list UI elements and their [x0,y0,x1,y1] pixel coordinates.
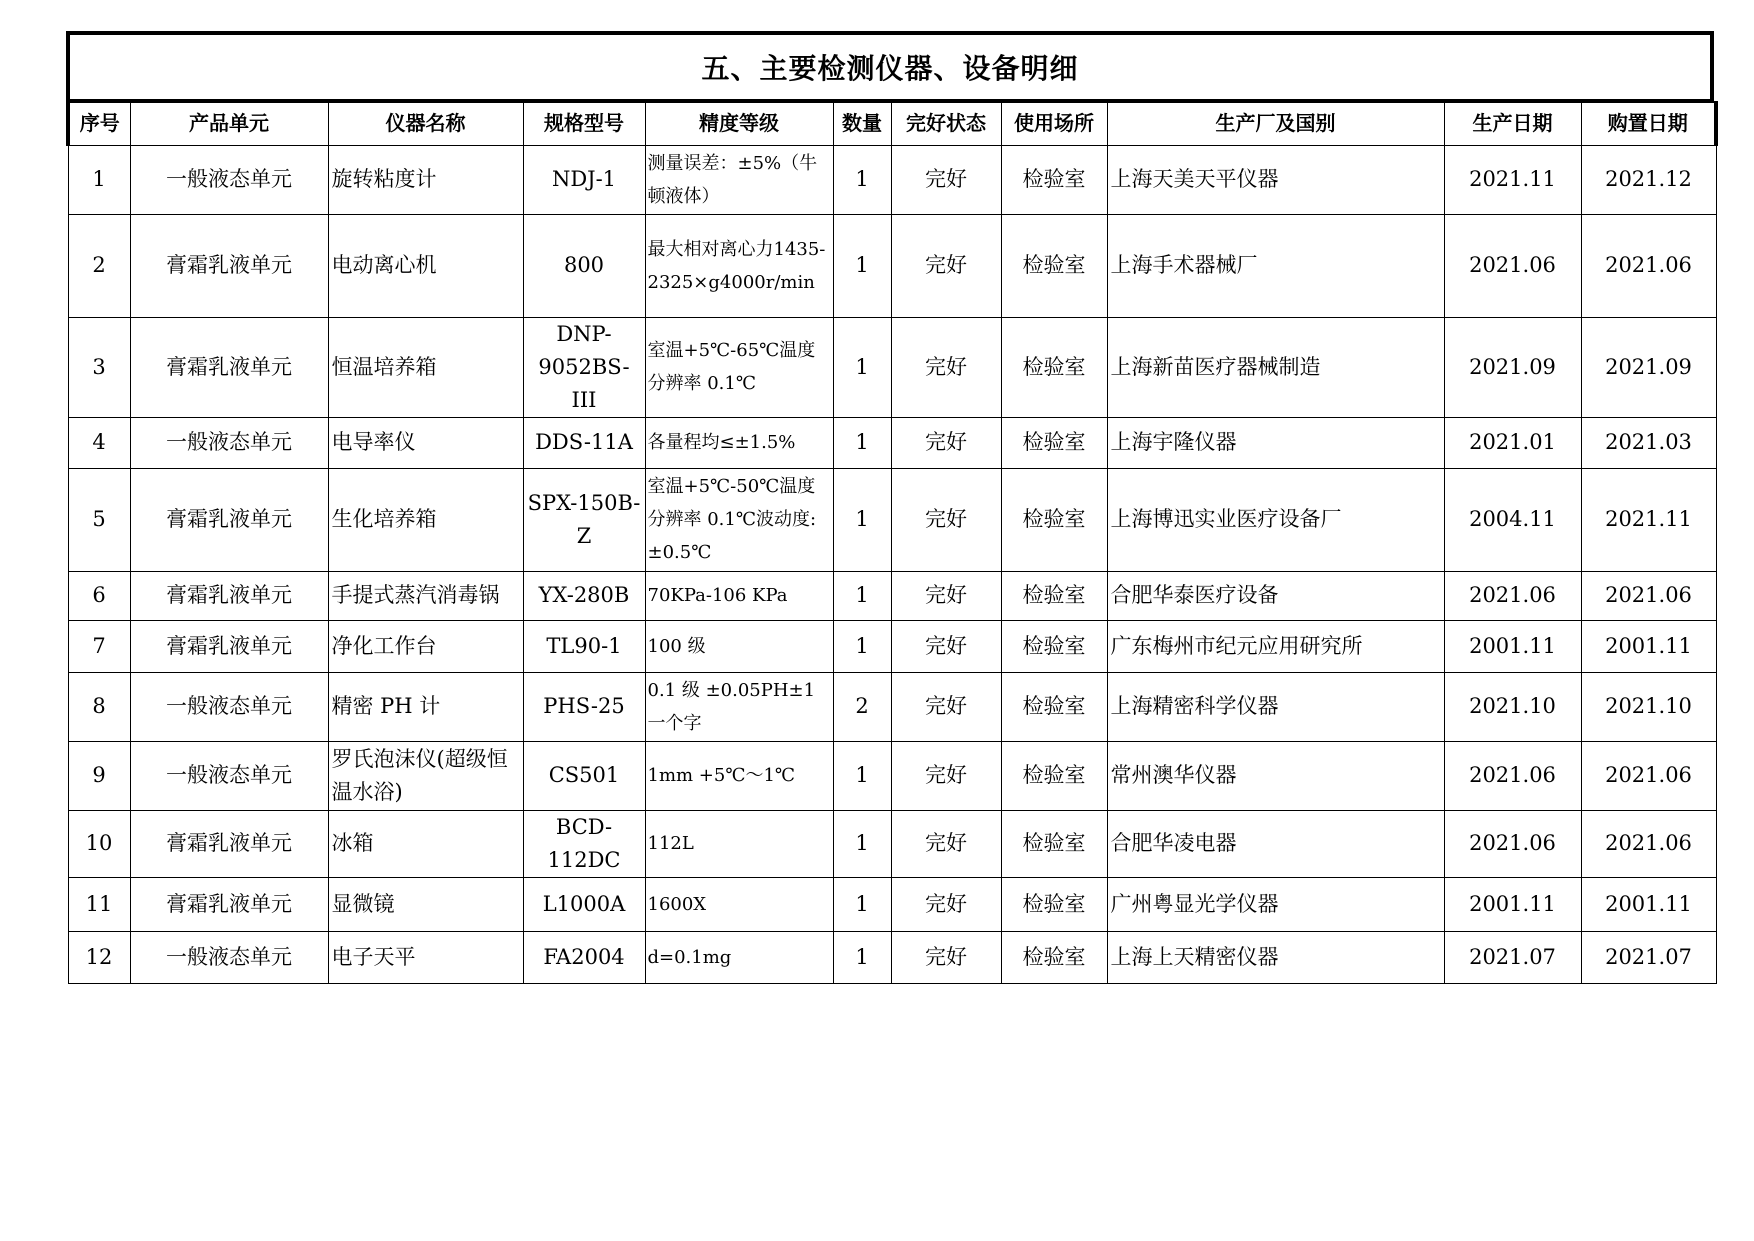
cell-qty: 1 [833,571,891,620]
cell-precision: 各量程均≤±1.5% [645,417,833,468]
cell-bought: 2021.09 [1581,317,1716,417]
cell-precision: 测量误差：±5%（牛顿液体） [645,145,833,214]
table-row [68,145,1716,214]
table-row [68,741,1716,810]
cell-qty: 1 [833,931,891,983]
cell-made: 2021.06 [1444,214,1581,317]
cell-no: 2 [68,214,130,317]
cell-no: 4 [68,417,130,468]
cell-precision: 最大相对离心力1435-2325×g4000r/min [645,214,833,317]
cell-name: 电动离心机 [328,214,523,317]
cell-bought: 2021.06 [1581,214,1716,317]
cell-bought: 2021.06 [1581,741,1716,810]
cell-maker: 上海宇隆仪器 [1107,417,1444,468]
header-precision: 精度等级 [645,102,833,145]
equipment-table [66,101,1718,984]
cell-model: L1000A [523,877,645,931]
header-bought: 购置日期 [1581,102,1716,145]
header-name: 仪器名称 [328,102,523,145]
cell-name: 电子天平 [328,931,523,983]
cell-status: 完好 [891,931,1001,983]
cell-model: TL90-1 [523,620,645,672]
cell-model: YX-280B [523,571,645,620]
cell-place: 检验室 [1001,417,1107,468]
cell-unit: 一般液态单元 [130,145,328,214]
cell-name: 罗氏泡沫仪(超级恒温水浴) [328,741,523,810]
cell-status: 完好 [891,417,1001,468]
cell-model: CS501 [523,741,645,810]
cell-place: 检验室 [1001,620,1107,672]
cell-place: 检验室 [1001,145,1107,214]
cell-maker: 上海上天精密仪器 [1107,931,1444,983]
cell-place: 检验室 [1001,741,1107,810]
cell-status: 完好 [891,810,1001,877]
cell-maker: 广州粤显光学仪器 [1107,877,1444,931]
cell-precision: 100 级 [645,620,833,672]
cell-unit: 一般液态单元 [130,931,328,983]
cell-name: 手提式蒸汽消毒锅 [328,571,523,620]
cell-made: 2021.06 [1444,571,1581,620]
cell-status: 完好 [891,317,1001,417]
header-place: 使用场所 [1001,102,1107,145]
cell-unit: 膏霜乳液单元 [130,468,328,571]
cell-maker: 广东梅州市纪元应用研究所 [1107,620,1444,672]
cell-no: 1 [68,145,130,214]
cell-unit: 膏霜乳液单元 [130,620,328,672]
cell-unit: 一般液态单元 [130,417,328,468]
cell-bought: 2021.12 [1581,145,1716,214]
cell-name: 净化工作台 [328,620,523,672]
cell-place: 检验室 [1001,931,1107,983]
cell-made: 2001.11 [1444,620,1581,672]
table-row [68,417,1716,468]
header-maker: 生产厂及国别 [1107,102,1444,145]
table-row [68,810,1716,877]
cell-status: 完好 [891,571,1001,620]
cell-maker: 合肥华泰医疗设备 [1107,571,1444,620]
table-title: 五、主要检测仪器、设备明细 [66,31,1714,101]
table-row [68,931,1716,983]
cell-precision: 70KPa-106 KPa [645,571,833,620]
cell-model: BCD-112DC [523,810,645,877]
cell-precision: 1600X [645,877,833,931]
cell-no: 11 [68,877,130,931]
cell-precision: d=0.1mg [645,931,833,983]
cell-maker: 合肥华凌电器 [1107,810,1444,877]
cell-qty: 1 [833,145,891,214]
cell-maker: 常州澳华仪器 [1107,741,1444,810]
cell-precision: 0.1 级 ±0.05PH±1 一个字 [645,672,833,741]
table-row [68,620,1716,672]
cell-maker: 上海精密科学仪器 [1107,672,1444,741]
header-made: 生产日期 [1444,102,1581,145]
cell-maker: 上海新苗医疗器械制造 [1107,317,1444,417]
cell-made: 2004.11 [1444,468,1581,571]
header-model: 规格型号 [523,102,645,145]
table-row [68,877,1716,931]
cell-status: 完好 [891,620,1001,672]
cell-no: 7 [68,620,130,672]
cell-status: 完好 [891,468,1001,571]
cell-qty: 1 [833,468,891,571]
cell-no: 5 [68,468,130,571]
cell-qty: 1 [833,741,891,810]
cell-made: 2021.07 [1444,931,1581,983]
cell-model: FA2004 [523,931,645,983]
cell-made: 2021.06 [1444,741,1581,810]
cell-made: 2021.01 [1444,417,1581,468]
cell-no: 6 [68,571,130,620]
cell-model: DNP-9052BS-III [523,317,645,417]
cell-bought: 2001.11 [1581,877,1716,931]
cell-qty: 1 [833,214,891,317]
cell-status: 完好 [891,145,1001,214]
cell-place: 检验室 [1001,877,1107,931]
cell-name: 旋转粘度计 [328,145,523,214]
cell-no: 10 [68,810,130,877]
cell-precision: 室温+5℃-65℃温度分辨率 0.1℃ [645,317,833,417]
cell-model: DDS-11A [523,417,645,468]
cell-bought: 2021.06 [1581,810,1716,877]
cell-qty: 1 [833,417,891,468]
cell-qty: 2 [833,672,891,741]
cell-name: 生化培养箱 [328,468,523,571]
header-status: 完好状态 [891,102,1001,145]
cell-qty: 1 [833,620,891,672]
cell-bought: 2001.11 [1581,620,1716,672]
cell-unit: 膏霜乳液单元 [130,214,328,317]
cell-status: 完好 [891,214,1001,317]
table-row [68,468,1716,571]
table-row [68,672,1716,741]
cell-bought: 2021.03 [1581,417,1716,468]
table-row [68,571,1716,620]
cell-status: 完好 [891,877,1001,931]
header-qty: 数量 [833,102,891,145]
cell-precision: 112L [645,810,833,877]
cell-qty: 1 [833,877,891,931]
cell-unit: 膏霜乳液单元 [130,877,328,931]
cell-bought: 2021.11 [1581,468,1716,571]
equipment-sheet [66,31,1714,984]
cell-place: 检验室 [1001,810,1107,877]
cell-unit: 膏霜乳液单元 [130,317,328,417]
cell-place: 检验室 [1001,468,1107,571]
cell-qty: 1 [833,810,891,877]
cell-qty: 1 [833,317,891,417]
cell-place: 检验室 [1001,571,1107,620]
cell-name: 冰箱 [328,810,523,877]
cell-name: 精密 PH 计 [328,672,523,741]
cell-model: PHS-25 [523,672,645,741]
cell-bought: 2021.06 [1581,571,1716,620]
header-row [68,102,1716,145]
cell-model: 800 [523,214,645,317]
cell-status: 完好 [891,672,1001,741]
cell-no: 3 [68,317,130,417]
cell-made: 2021.11 [1444,145,1581,214]
cell-model: SPX-150B-Z [523,468,645,571]
cell-unit: 一般液态单元 [130,672,328,741]
header-no: 序号 [68,102,130,145]
cell-precision: 1mm +5℃～1℃ [645,741,833,810]
table-row [68,317,1716,417]
cell-place: 检验室 [1001,214,1107,317]
cell-maker: 上海博迅实业医疗设备厂 [1107,468,1444,571]
header-unit: 产品单元 [130,102,328,145]
cell-name: 电导率仪 [328,417,523,468]
cell-made: 2001.11 [1444,877,1581,931]
cell-place: 检验室 [1001,317,1107,417]
cell-unit: 一般液态单元 [130,741,328,810]
cell-bought: 2021.07 [1581,931,1716,983]
cell-unit: 膏霜乳液单元 [130,810,328,877]
cell-bought: 2021.10 [1581,672,1716,741]
cell-no: 8 [68,672,130,741]
cell-model: NDJ-1 [523,145,645,214]
cell-status: 完好 [891,741,1001,810]
cell-name: 显微镜 [328,877,523,931]
cell-no: 12 [68,931,130,983]
cell-made: 2021.10 [1444,672,1581,741]
cell-maker: 上海手术器械厂 [1107,214,1444,317]
cell-name: 恒温培养箱 [328,317,523,417]
cell-made: 2021.09 [1444,317,1581,417]
cell-place: 检验室 [1001,672,1107,741]
cell-no: 9 [68,741,130,810]
cell-made: 2021.06 [1444,810,1581,877]
cell-maker: 上海天美天平仪器 [1107,145,1444,214]
cell-precision: 室温+5℃-50℃温度分辨率 0.1℃波动度:±0.5℃ [645,468,833,571]
table-row [68,214,1716,317]
cell-unit: 膏霜乳液单元 [130,571,328,620]
